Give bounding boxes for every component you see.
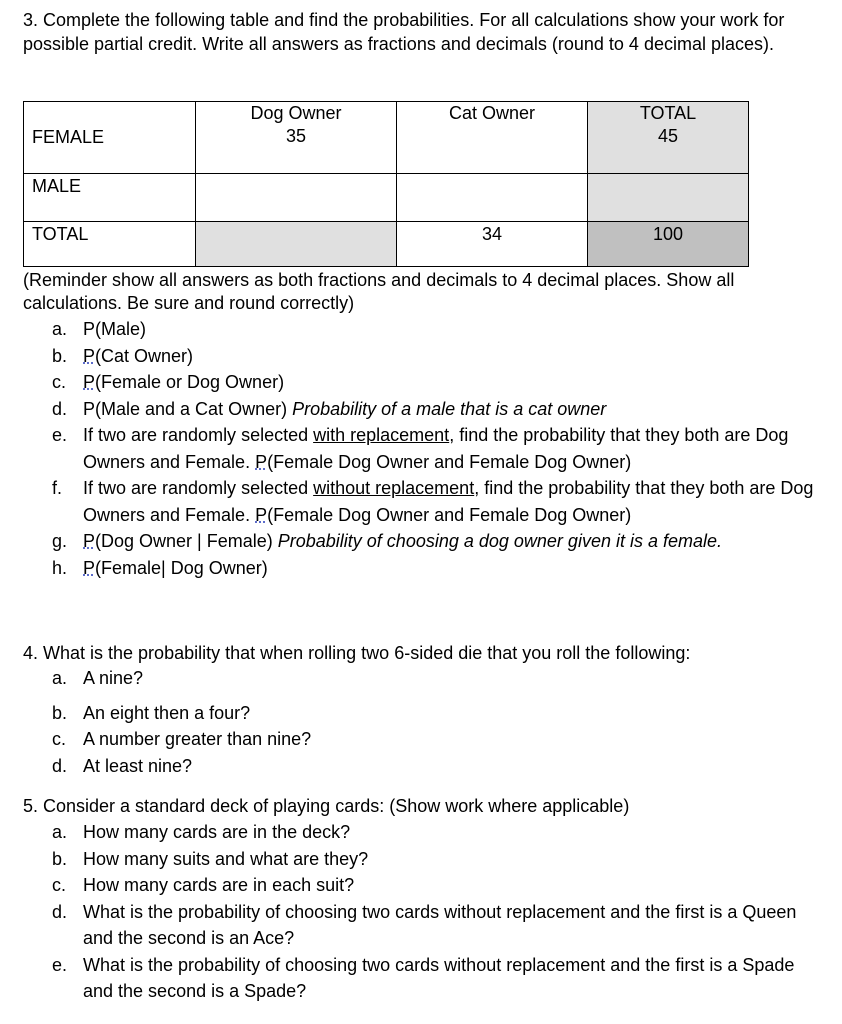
item-text: A nine? [83, 668, 144, 688]
item-letter: d. [52, 755, 68, 776]
p-symbol: P [83, 557, 96, 578]
item-italic-note: Probability of a male that is a cat owner [292, 398, 607, 419]
table-row-total [24, 222, 749, 267]
item-letter: a. [52, 822, 68, 842]
row-label-female: FEMALE [32, 127, 105, 147]
list-item [23, 316, 818, 343]
item-letter: d. [52, 398, 68, 419]
p-symbol: P [83, 531, 96, 551]
item-text: What is the probability of choosing two cards without replacement and the first is a Queen and the second is an Ace? [83, 901, 797, 948]
p-symbol: P [83, 345, 96, 366]
item-letter: c. [52, 729, 67, 749]
row-label-male: MALE [32, 175, 82, 196]
cell-total-dog [196, 222, 397, 267]
header-total: TOTAL [639, 103, 697, 123]
item-text: (Dog Owner | Female) [95, 531, 278, 551]
question-3-intro: 3. Complete the following table and find the probabilities. For all calculations show your work for possible partial credit. Write all answers as fractions and decimals (round to 4 decimal places). [23, 10, 785, 54]
question-4-list [23, 665, 818, 779]
list-item [23, 396, 818, 423]
item-text: (Female Dog Owner and Female Dog Owner) [267, 451, 632, 472]
cell-male-total [588, 173, 749, 222]
question-3-list [23, 316, 818, 581]
question-5-list [23, 819, 818, 1005]
p-symbol: P [255, 451, 268, 472]
list-item [23, 846, 818, 873]
underlined-phrase: without replacement [313, 478, 475, 498]
cell-grand-total [588, 222, 749, 267]
item-letter: g. [52, 531, 68, 551]
list-item [23, 753, 818, 780]
item-text: At least nine? [83, 755, 193, 776]
item-text: (Female| Dog Owner) [95, 557, 268, 578]
table-row-female [24, 102, 749, 174]
cell-female-total [588, 102, 749, 174]
list-item [23, 528, 818, 555]
list-item [23, 819, 818, 846]
item-text: , find the probability that they both are Dog Owners and Female. [83, 425, 789, 472]
item-text: P(Male and a Cat Owner) [83, 398, 293, 419]
item-letter: b. [52, 702, 68, 723]
item-text: How many cards are in the deck? [83, 822, 351, 842]
item-italic-note: Probability of choosing a dog owner given it is a female. [277, 531, 723, 551]
cell-male-dog [196, 173, 397, 222]
item-letter: b. [52, 345, 68, 366]
item-letter: h. [52, 557, 68, 578]
list-item [23, 369, 818, 396]
underlined-phrase: with replacement [313, 425, 450, 445]
value-total-cat: 34 [481, 224, 503, 245]
item-letter: a. [52, 668, 68, 688]
item-text: What is the probability of choosing two cards without replacement and the first is a Spade and the second is a Spade? [83, 954, 795, 1001]
item-letter: d. [52, 901, 68, 922]
row-label-cell [24, 102, 196, 174]
value-grand-total: 100 [652, 224, 684, 245]
item-text: If two are randomly selected [83, 478, 314, 498]
row-label-cell [24, 173, 196, 222]
item-letter: a. [52, 319, 68, 339]
item-text: (Cat Owner) [95, 345, 194, 366]
table-row-male [24, 173, 749, 222]
row-label-cell [24, 222, 196, 267]
row-label-total: TOTAL [32, 224, 89, 245]
p-symbol: P [255, 504, 268, 525]
cell-total-cat [397, 222, 588, 267]
cell-female-dog [196, 102, 397, 174]
item-text: How many suits and what are they? [83, 848, 369, 869]
cell-male-cat [397, 173, 588, 222]
list-item [23, 665, 818, 692]
question-4-heading: 4. What is the probability that when rolling two 6-sided die that you roll the following: [23, 643, 691, 663]
item-letter: e. [52, 954, 68, 975]
item-text: An eight then a four? [83, 702, 251, 723]
list-item [23, 899, 818, 952]
item-text: How many cards are in each suit? [83, 875, 355, 895]
item-letter: c. [52, 875, 67, 895]
header-cat-owner: Cat Owner [448, 103, 536, 123]
question-5-heading: 5. Consider a standard deck of playing cards: (Show work where applicable) [23, 796, 630, 816]
value-female-dog: 35 [285, 126, 307, 146]
p-symbol: P [83, 372, 96, 392]
list-item [23, 475, 818, 528]
list-item [23, 952, 818, 1005]
item-text: (Female Dog Owner and Female Dog Owner) [267, 504, 632, 525]
list-item [23, 700, 818, 727]
item-text: A number greater than nine? [83, 729, 312, 749]
header-dog-owner: Dog Owner [250, 103, 342, 123]
list-item [23, 343, 818, 370]
item-text: , find the probability that they both are Dog Owners and Female. [83, 478, 814, 525]
item-text: If two are randomly selected [83, 425, 314, 445]
list-item [23, 422, 818, 475]
list-item [23, 872, 818, 899]
list-item [23, 555, 818, 582]
item-text: P(Male) [83, 319, 147, 339]
list-item [23, 726, 818, 753]
item-letter: f. [52, 478, 63, 498]
value-female-total: 45 [657, 126, 679, 146]
reminder-note: (Reminder show all answers as both fractions and decimals to 4 decimal places. Show all calculations. Be sure and round correctly) [23, 270, 735, 313]
contingency-table [23, 101, 749, 267]
item-letter: c. [52, 372, 67, 392]
item-letter: b. [52, 848, 68, 869]
item-text: (Female or Dog Owner) [95, 372, 285, 392]
item-letter: e. [52, 425, 68, 445]
cell-female-cat [397, 102, 588, 174]
